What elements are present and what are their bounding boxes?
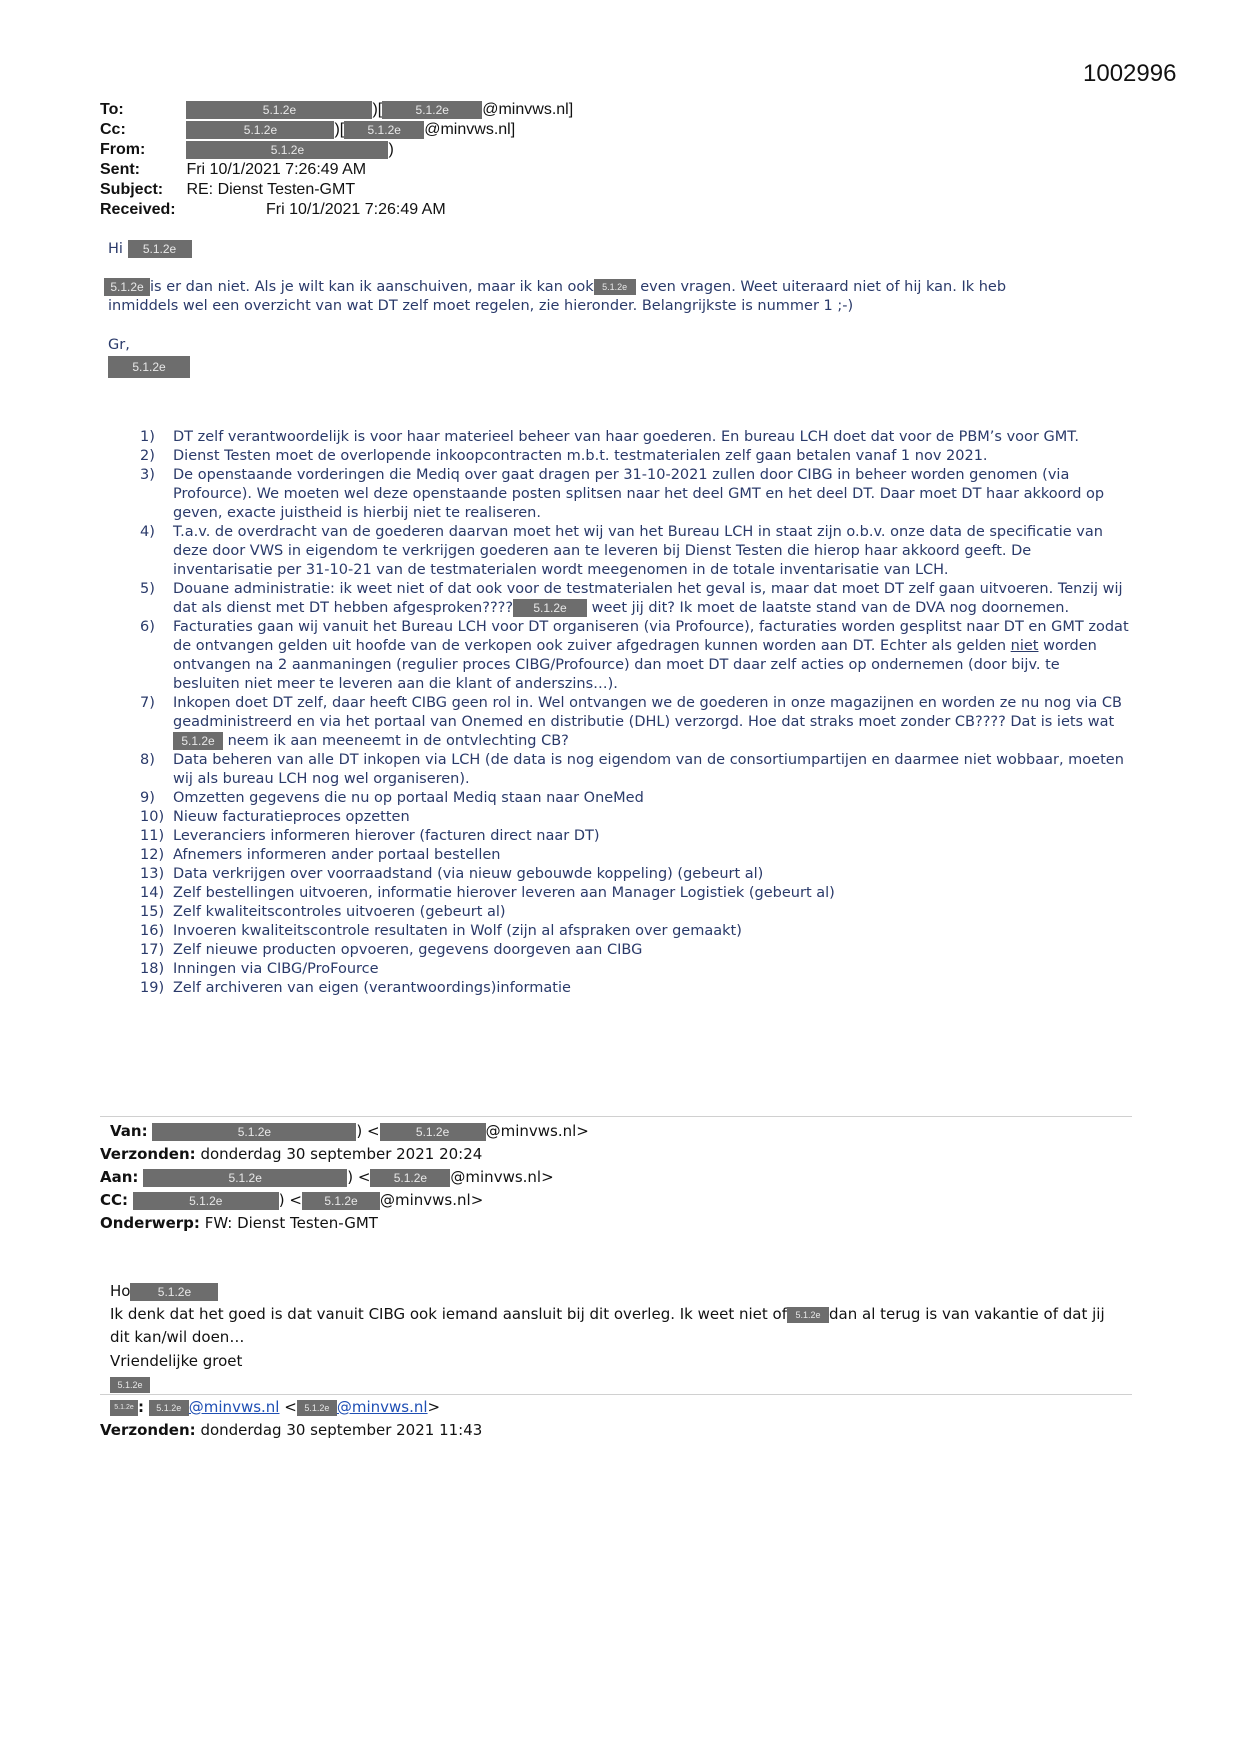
redaction-box: 5.1.2e (133, 1192, 279, 1210)
list-item: 18) Inningen via CIBG/ProFource (140, 961, 379, 977)
fw-line2: dit kan/wil doen… (110, 1328, 245, 1346)
list-item: 5) Douane administratie: ik weet niet of dat ook voor de testmaterialen het geval is, maar dat moet DT zelf gaan uitvoeren. Tenzij wij dat als dienst met DT hebben afgesproken???? 5.1.2e weet jij dit? Ik moet de laatste stand van de DVA nog doornemen. (140, 581, 1123, 616)
fw-closing: Vriendelijke groet (110, 1352, 243, 1370)
list-item: 8) Data beheren van alle DT inkopen via LCH (de data is nog eigendom van de consortiumpartijen en daarmee niet wobbaar, moeten wij als bureau LCH nog wel organiseren). (140, 752, 1124, 787)
reply-para1-a: is er dan niet. Als je wilt kan ik aanschuiven, maar ik kan ook (150, 279, 594, 295)
email-link[interactable]: @minvws.nl (188, 1398, 280, 1416)
redaction-box: 5.1.2e (380, 1123, 486, 1141)
orig-from: 5.1.2e : 5.1.2e @minvws.nl < 5.1.2e @minvws.nl> (110, 1396, 440, 1418)
redaction-box: 5.1.2e (297, 1400, 337, 1416)
redaction-box: 5.1.2e (382, 101, 482, 119)
header-subject-label: Subject: (100, 181, 164, 198)
redaction-box: 5.1.2e (370, 1169, 450, 1187)
redaction-box: 5.1.2e (128, 240, 192, 258)
redaction-box: 5.1.2e (344, 121, 424, 139)
header-from-suffix: ) (388, 141, 394, 158)
header-from-label: From: (100, 141, 146, 158)
header-cc (100, 120, 515, 140)
reply-para1-b: even vragen. Weet uiteraard niet of hij kan. Ik heb (640, 279, 1007, 295)
header-subject (100, 180, 355, 200)
redaction-box: 5.1.2e (186, 121, 334, 139)
list-item: 15) Zelf kwaliteitscontroles uitvoeren (gebeurt al) (140, 904, 506, 920)
header-to-label: To: (100, 101, 124, 118)
redaction-box: 5.1.2e (152, 1123, 356, 1141)
redaction-box: 5.1.2e (149, 1400, 189, 1416)
list-item: 10) Nieuw facturatieproces opzetten (140, 809, 410, 825)
header-sent-label: Sent: (100, 161, 140, 178)
header-sent-value: Fri 10/1/2021 7:26:49 AM (186, 161, 367, 178)
fw-line1: Ik denk dat het goed is dat vanuit CIBG ook iemand aansluit bij dit overleg. Ik weet niet of 5.1.2e dan al terug is van vakantie of dat jij (110, 1305, 1105, 1323)
list-item: 6) Facturaties gaan wij vanuit het Bureau LCH voor DT organiseren (via Profource), facturaties worden gesplitst naar DT en GMT zodat de ontvangen gelden uit hoofde van de verkopen ook zuiver afgedragen kunnen worden aan DT. Echter als gelden niet worden ontvangen na 2 aanmaningen (regulier proces CIBG/Profource) dan moet DT daar zelf acties op ondernemen (door bijv. te besluiten niet meer te leveren aan die klant of anderszins…). (140, 619, 1129, 692)
action-item-list (140, 428, 1130, 998)
list-item: 4) T.a.v. de overdracht van de goederen daarvan moet het wij van het Bureau LCH in staat zijn o.b.v. onze data de specificatie van deze door VWS in eigendom te verkrijgen goederen aan te leveren bij Dienst Testen die hierop haar akkoord geeft. De inventarisatie per 31-10-21 van de testmaterialen wordt meegenomen in de totale inventarisatie van LCH. (140, 524, 1103, 578)
redaction-box: 5.1.2e (104, 278, 150, 296)
header-subject-value: RE: Dienst Testen-GMT (186, 181, 356, 198)
list-item: 16) Invoeren kwaliteitscontrole resultaten in Wolf (zijn al afspraken over gemaakt) (140, 923, 742, 939)
list-item: 14) Zelf bestellingen uitvoeren, informatie hierover leveren aan Manager Logistiek (gebeurt al) (140, 885, 835, 901)
reply-signature (108, 356, 190, 378)
header-received (100, 200, 446, 220)
list-item: 7) Inkopen doet DT zelf, daar heeft CIBG geen rol in. Wel ontvangen we de goederen in onze magazijnen en worden ze nu nog via CB geadministreerd en via het portaal van Onemed en distributie (DHL) verzorgd. Hoe dat straks moet zonder CB???? Dat is iets wat5.1.2e neem ik aan meeneemt in de ontvlechting CB? (140, 695, 1122, 749)
document-number: 1002996 (1083, 60, 1177, 87)
list-item: 12) Afnemers informeren ander portaal bestellen (140, 847, 501, 863)
header-to (100, 100, 573, 120)
header-sent (100, 160, 366, 180)
fw-signature (110, 1376, 150, 1394)
header-to-suffix: @minvws.nl] (482, 101, 574, 118)
list-item: 17) Zelf nieuwe producten opvoeren, gegevens doorgeven aan CIBG (140, 942, 643, 958)
fw-greeting: Ho 5.1.2e (110, 1280, 218, 1302)
fw-sent: Verzonden: donderdag 30 september 2021 20:24 (100, 1145, 483, 1163)
redaction-box: 5.1.2e (186, 101, 372, 119)
orig-sent: Verzonden: donderdag 30 september 2021 11:43 (100, 1421, 483, 1439)
list-item: 9) Omzetten gegevens die nu op portaal Mediq staan naar OneMed (140, 790, 644, 806)
header-from (100, 140, 394, 160)
reply-signoff: Gr, (108, 337, 130, 353)
fw-cc: CC: 5.1.2e ) < 5.1.2e @minvws.nl> (100, 1191, 484, 1209)
redaction-box: 5.1.2e (513, 599, 587, 617)
list-item: 19) Zelf archiveren van eigen (verantwoordings)informatie (140, 980, 571, 996)
list-item: 11) Leveranciers informeren hierover (facturen direct naar DT) (140, 828, 600, 844)
reply-greeting (108, 240, 1128, 259)
redaction-box: 5.1.2e (173, 732, 223, 750)
list-item: 13) Data verkrijgen over voorraadstand (via nieuw gebouwde koppeling) (gebeurt al) (140, 866, 764, 882)
reply-para1-c: inmiddels wel een overzicht van wat DT zelf moet regelen, zie hieronder. Belangrijkste is nummer 1 ;-) (108, 298, 854, 314)
redaction-box: 5.1.2e (110, 1377, 150, 1393)
redaction-box: 5.1.2e (186, 141, 388, 159)
header-cc-bracket: )[ (334, 121, 345, 138)
reply-paragraph (104, 278, 1134, 316)
email-link[interactable]: @minvws.nl (336, 1398, 428, 1416)
header-cc-label: Cc: (100, 121, 126, 138)
list-item: 1) DT zelf verantwoordelijk is voor haar materieel beheer van haar goederen. En bureau LCH doet dat voor de PBM’s voor GMT. (140, 429, 1079, 445)
redaction-box: 5.1.2e (302, 1192, 380, 1210)
redaction-box: 5.1.2e (787, 1307, 829, 1323)
greeting-text: Hi (108, 241, 123, 257)
fw-subject: Onderwerp: FW: Dienst Testen-GMT (100, 1214, 378, 1232)
header-to-bracket: )[ (372, 101, 383, 118)
redaction-box: 5.1.2e (594, 279, 636, 295)
header-cc-suffix: @minvws.nl] (424, 121, 516, 138)
fw-aan: Aan: 5.1.2e ) < 5.1.2e @minvws.nl> (100, 1168, 554, 1186)
redaction-box: 5.1.2e (108, 356, 190, 378)
redaction-box: 5.1.2e (143, 1169, 347, 1187)
redaction-box: 5.1.2e (130, 1283, 218, 1301)
list-item: 3) De openstaande vorderingen die Mediq over gaat dragen per 31-10-2021 zullen door CIBG in beheer worden genomen (via Profource). We moeten wel deze openstaande posten splitsen naar het deel GMT en het deel DT. Daar moet DT haar akkoord op geven, exacte juistheid is hierbij niet te realiseren. (140, 467, 1105, 521)
list-item: 2) Dienst Testen moet de overlopende inkoopcontracten m.b.t. testmaterialen zelf gaan betalen vanaf 1 nov 2021. (140, 448, 988, 464)
separator-line (100, 1116, 1132, 1117)
header-received-label: Received: (100, 201, 176, 218)
separator-line (100, 1394, 1132, 1395)
redaction-box: 5.1.2e (110, 1400, 138, 1416)
fw-van: Van: 5.1.2e ) < 5.1.2e @minvws.nl> (110, 1122, 589, 1140)
header-received-value: Fri 10/1/2021 7:26:49 AM (266, 201, 446, 218)
